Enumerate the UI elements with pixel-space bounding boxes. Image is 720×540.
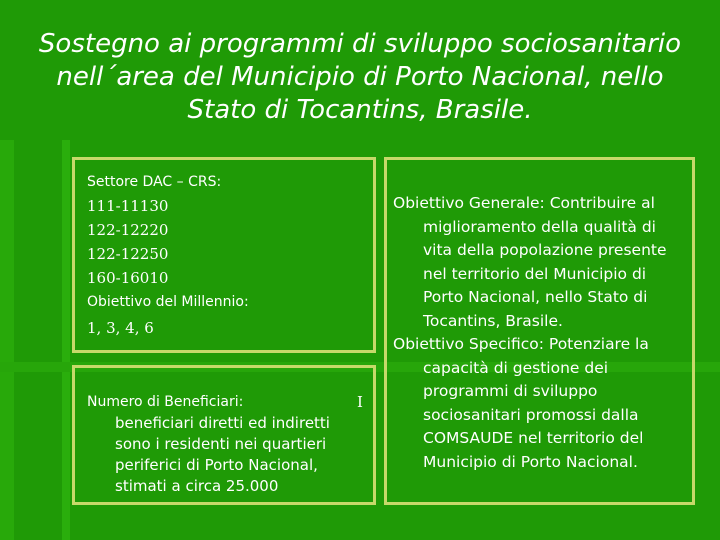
general-objective-label: Obiettivo Generale:: [393, 194, 545, 212]
general-objective: [393, 192, 689, 333]
beneficiaries-heading: [87, 392, 369, 413]
general-objective-text: Contribuire al miglioramento della qualità di vita della popolazione presente nel territorio del Municipio di Porto Nacional, nello Stato di Tocantins, Brasile.: [423, 194, 667, 330]
dac-code: 160-16010: [87, 269, 169, 287]
slide-title: Sostegno ai programmi di sviluppo sociosanitario nell´area del Municipio di Porto Nacional, nello Stato di Tocantins, Brasile.: [38, 29, 682, 125]
dac-sector-label: Settore DAC – CRS:: [87, 174, 222, 190]
dac-content: [87, 170, 249, 340]
specific-objective-label: Obiettivo Specifico:: [393, 335, 544, 353]
specific-objective: [393, 333, 689, 474]
objectives-content: [393, 192, 689, 474]
background-stripe-vertical: [62, 140, 70, 540]
dac-code: 122-12220: [87, 221, 169, 239]
beneficiaries-box: [72, 365, 376, 505]
millennium-goal-values: 1, 3, 4, 6: [87, 319, 154, 337]
background-stripe-left: [0, 140, 14, 540]
objectives-box: [384, 157, 695, 505]
dac-sector-box: [72, 157, 376, 353]
dac-code: 122-12250: [87, 245, 169, 263]
beneficiaries-content: [87, 392, 369, 497]
dac-code: 111-11130: [87, 197, 169, 215]
millennium-goal-label: Obiettivo del Millennio:: [87, 294, 249, 310]
text-cursor-marker: I: [357, 393, 363, 411]
beneficiaries-label: Numero di Beneficiari:: [87, 394, 244, 410]
specific-objective-text: Potenziare la capacità di gestione dei programmi di sviluppo sociosanitari promossi dalla COMSAUDE nel territorio del Municipio di Porto Nacional.: [423, 335, 649, 471]
beneficiaries-text: beneficiari diretti ed indiretti sono i residenti nei quartieri periferici di Porto Nacional, stimati a circa 25.000: [115, 414, 330, 495]
